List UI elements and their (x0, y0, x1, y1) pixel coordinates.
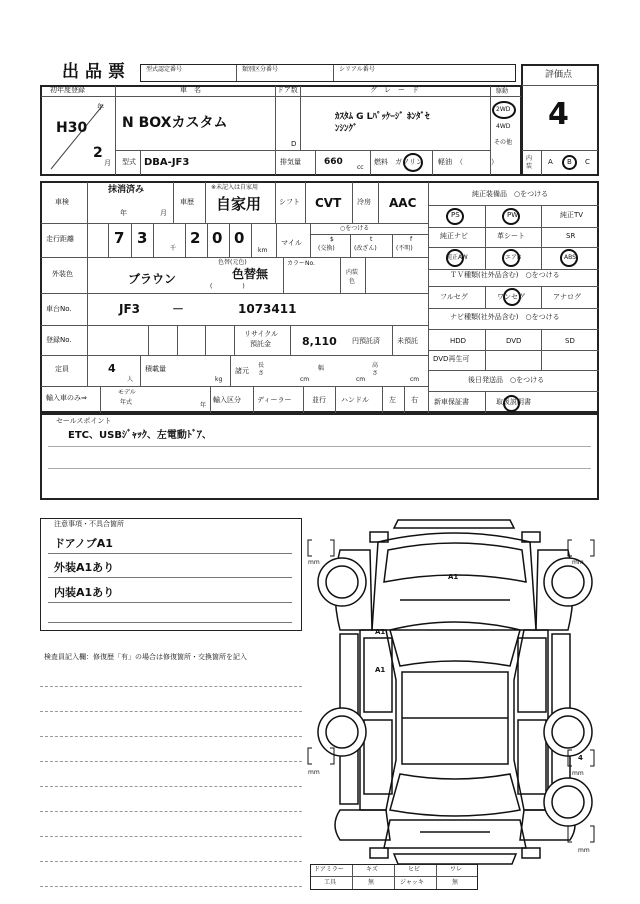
import-parallel: 並行 (312, 396, 326, 404)
first-reg-label: 初年度登録 (50, 86, 85, 94)
sales-point-box (40, 413, 599, 500)
grade-label: グ レ ー ド (370, 86, 419, 94)
fuel-gasoline-circle (403, 153, 423, 172)
legend-val-3: ジャッキ (400, 879, 424, 886)
legend-head-4: ワレ (450, 866, 463, 873)
mileage-unit: km (258, 247, 268, 254)
later-ship-title: 後日発送品 ○をつける (468, 376, 545, 384)
tire-unit-rl: mm (308, 769, 320, 776)
option-aw: 純正AW (446, 254, 468, 261)
tv-oneseg-circle (503, 288, 521, 306)
dims-height: 高さ (372, 362, 379, 377)
legend-val-1: 工具 (324, 879, 337, 886)
option-airbag-circle (502, 249, 520, 267)
mileage-opt1-sym: $ (330, 236, 334, 243)
import-div-label: 輸入区分 (213, 396, 241, 404)
interior-c: C (585, 158, 590, 166)
recycle-label-2: 預託金 (250, 340, 271, 348)
option-ps: PS (451, 211, 460, 219)
reg-era: H30 (56, 120, 88, 136)
doors-label: ドア数 (277, 86, 298, 94)
mileage-opt3-label: (不明) (396, 245, 413, 252)
option-sr: SR (566, 232, 576, 240)
doors-unit: D (291, 140, 297, 148)
tire-unit-rr: mm (572, 770, 584, 777)
option-airbag: エアB (505, 254, 522, 261)
mileage-opt3-sym: f (410, 236, 413, 243)
option-abs: ABS (564, 254, 576, 261)
inspection-year: 年 (120, 209, 127, 217)
handle-label: ハンドル (341, 396, 369, 404)
legend-head-2: キズ (366, 866, 378, 873)
shift-value: CVT (315, 196, 342, 210)
option-leather: 革シート (497, 232, 525, 240)
dims-length-unit: cm (300, 376, 310, 383)
tire-unit-fr: mm (572, 559, 584, 566)
history-label: 車歴 (180, 198, 194, 206)
reg-month-unit: 月 (104, 159, 111, 167)
history-note: ※未記入は自家用 (211, 184, 259, 191)
options-title: 純正装備品 ○をつける (472, 190, 549, 198)
handle-right: 右 (411, 396, 418, 404)
load-unit: kg (215, 376, 223, 383)
option-pw: PW (507, 211, 519, 219)
repaint-value: 色替無 (232, 267, 269, 281)
mileage-opt2-sym: t (370, 236, 373, 243)
damage-mark-left-door: A1 (375, 628, 386, 636)
mileage-label: 走行距離 (46, 235, 74, 243)
chassis-dash: － (172, 302, 185, 316)
grade-line-2: ﾝｼﾝｸﾞ (335, 124, 358, 134)
mile-label: マイル (281, 239, 302, 247)
mileage-circle-note: ○をつける (340, 225, 370, 232)
legend-val-2: 無 (368, 879, 375, 886)
fuel-other: （ ） (456, 158, 498, 166)
mileage-opt2-label: (改ざん) (354, 245, 377, 252)
chassis-label: 車台No. (46, 305, 72, 313)
car-name-value: N BOXカスタム (122, 115, 228, 131)
dims-width: 幅 (318, 365, 325, 372)
mileage-digit-1: 7 (114, 229, 125, 247)
later-manual-circle (503, 395, 520, 412)
tv-fullseg: フルセグ (440, 293, 468, 301)
interior-b: B (567, 158, 572, 166)
later-manual: 取扱説明書 (496, 398, 531, 406)
damage-mark-hood: A1 (448, 573, 459, 581)
mileage-thousand-sep: 千 (170, 245, 177, 252)
mileage-digit-5: 0 (234, 229, 245, 247)
note-item-3: 内装A1あり (54, 586, 115, 599)
option-tv: 純正TV (560, 211, 584, 219)
sales-point-text: ETC、USBｼﾞｬｯｸ、左電動ﾄﾞｱ、 (68, 430, 212, 441)
legend-head-1: ドアミラー (314, 866, 344, 873)
chassis-prefix: JF3 (119, 302, 141, 316)
interior-b-circle (562, 155, 577, 170)
ac-value: AAC (389, 196, 417, 210)
import-label: 輸入車のみ⇒ (46, 394, 87, 402)
navi-type-title: ナビ種類(社外品含む) ○をつける (450, 313, 560, 321)
model-year-label-2: 年式 (120, 399, 133, 406)
mileage-opt1-label: (交換) (318, 245, 335, 252)
recycle-not-deposited: 未預託 (397, 337, 418, 345)
recycle-deposited: 円預託済 (352, 337, 380, 345)
notes-title: 注意事項・不具合箇所 (54, 520, 124, 528)
note-item-2: 外装A1あり (54, 561, 115, 574)
color-value: ブラウン (128, 272, 177, 286)
drive-2wd-circle (492, 101, 516, 119)
mileage-digit-2: 3 (137, 229, 148, 247)
tire-rear-right-value: 4 (578, 754, 583, 762)
handle-left: 左 (389, 396, 396, 404)
note-item-1: ドアノブA1 (54, 537, 113, 550)
later-warranty: 新車保証書 (434, 398, 469, 406)
navi-hdd: HDD (450, 337, 467, 345)
option-abs-circle (560, 249, 578, 267)
shift-label: シフト (279, 198, 300, 206)
tv-type-title: ＴＶ種類(社外品含む) ○をつける (450, 271, 560, 279)
inspection-label: 車検 (55, 198, 69, 206)
color-code-label: カラーNo. (287, 260, 315, 267)
drive-4wd: 4WD (496, 123, 511, 130)
dims-height-unit: cm (410, 376, 420, 383)
option-pw-circle (502, 208, 520, 225)
dvd-playable: DVD再生可 (433, 355, 470, 363)
drive-2wd: 2WD (496, 106, 511, 113)
serial-no-label: シリアル番号 (339, 66, 375, 73)
tire-unit-spare: mm (578, 847, 590, 854)
model-year-unit: 年 (200, 402, 207, 409)
import-dealer: ディーラー (257, 396, 292, 404)
registration-label: 登録No. (46, 336, 72, 344)
mileage-digit-4: 0 (212, 229, 223, 247)
damage-mark-left-rear: A1 (375, 666, 386, 674)
interior-color-label: 内装色 (345, 269, 358, 285)
dims-width-unit: cm (356, 376, 366, 383)
repaint-label: 色替(元色) (218, 259, 247, 266)
dims-length: 長さ (258, 362, 265, 377)
score-label: 評価点 (545, 70, 573, 80)
capacity-unit: 人 (127, 376, 134, 383)
score-value: 4 (548, 97, 569, 132)
inspection-value: 抹消済み (108, 185, 145, 195)
model-type-value: DBA-JF3 (144, 157, 190, 168)
option-navi: 純正ナビ (440, 232, 468, 240)
interior-a: A (548, 158, 553, 166)
model-cert-label: 型式認定番号 (146, 66, 183, 73)
mileage-digit-3: 2 (190, 229, 201, 247)
drive-label: 駆動 (496, 88, 509, 95)
reg-year-unit: 年 (97, 103, 104, 111)
car-name-label: 車 名 (180, 86, 201, 94)
tv-oneseg: ワンセグ (497, 293, 525, 301)
tv-analog: アナログ (553, 293, 581, 301)
inspector-note-label: 検査員記入欄：修復歴「有」の場合は修復箇所・交換箇所を記入 (44, 653, 247, 661)
model-year-label-1: モデル (118, 389, 136, 396)
tire-unit-fl: mm (308, 559, 320, 566)
drive-other: その他 (494, 139, 513, 146)
notes-box (40, 518, 302, 631)
repaint-paren: ( ) (210, 283, 245, 290)
option-aw-circle (446, 249, 464, 267)
header-id-row (140, 64, 516, 82)
option-ps-circle (446, 208, 464, 225)
load-label: 積載量 (145, 365, 166, 373)
fuel-label: 燃料 (374, 158, 388, 166)
navi-sd: SD (565, 337, 575, 345)
chassis-number: 1073411 (238, 302, 297, 316)
displacement-value: 660 (324, 157, 343, 167)
inspection-month: 月 (160, 209, 167, 217)
color-label: 外装色 (52, 270, 73, 278)
page-title: 出品票 (62, 62, 131, 82)
reg-month: 2 (93, 145, 103, 161)
legend-val-4: 無 (452, 879, 459, 886)
recycle-label-1: リサイクル (244, 330, 279, 338)
capacity-value: 4 (108, 362, 116, 375)
car-diagram (300, 510, 610, 870)
sales-point-label: セールスポイント (56, 417, 112, 425)
dims-label: 諸元 (235, 367, 249, 375)
ac-label: 冷房 (357, 198, 371, 206)
history-value: 自家用 (216, 195, 262, 213)
recycle-value: 8,110 (302, 335, 337, 348)
fuel-gasoline: ガソリン (395, 158, 423, 166)
grade-line-1: ｶｽﾀﾑ G Lﾊﾟｯｹｰｼﾞ ﾎﾝﾀﾞｾ (335, 112, 430, 122)
class-no-label: 類別区分番号 (242, 66, 279, 73)
displacement-unit: cc (357, 164, 364, 171)
capacity-label: 定員 (55, 365, 69, 373)
displacement-label: 排気量 (280, 158, 301, 166)
fuel-diesel: 軽油 (438, 158, 452, 166)
model-type-label: 型式 (122, 158, 136, 166)
interior-label: 内装 (526, 155, 533, 170)
navi-dvd: DVD (506, 337, 522, 345)
legend-head-3: ヒビ (408, 866, 421, 873)
